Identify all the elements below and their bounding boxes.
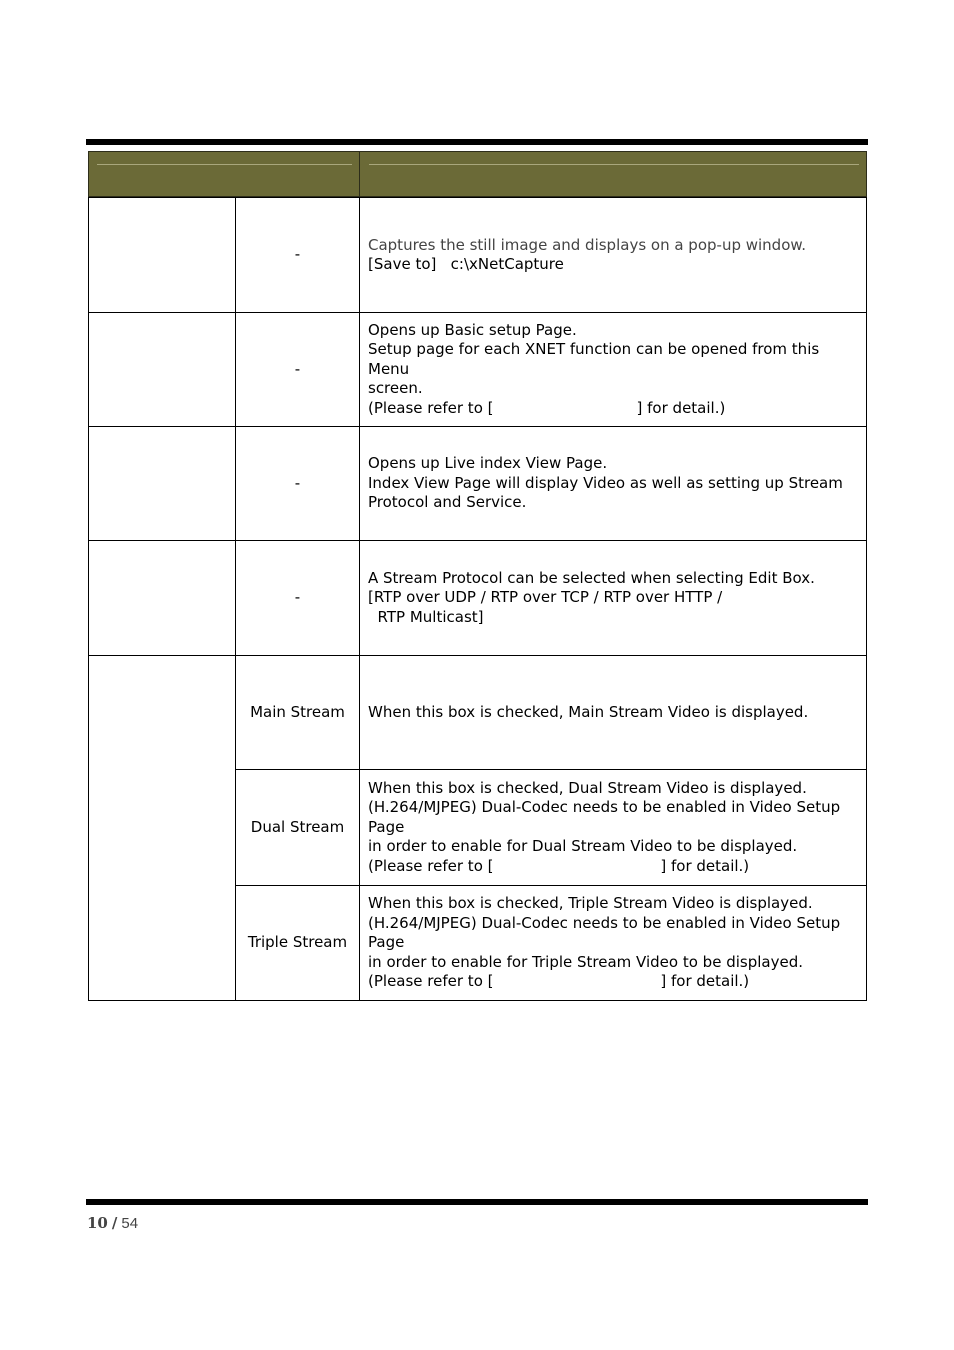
page-separator: / — [111, 1214, 118, 1232]
description-line: Protocol and Service. — [368, 493, 527, 512]
description-line: Setup page for each XNET function can be opened from this Menu — [368, 340, 824, 378]
header-column-divider — [359, 152, 360, 196]
description-line: Index View Page will display Video as well as setting up Stream — [368, 473, 843, 492]
table-cell-description — [359, 655, 867, 770]
table-cell-description — [359, 312, 867, 427]
sub-label: - — [294, 588, 301, 607]
description-line: [RTP over UDP / RTP over TCP / RTP over HTTP / — [368, 588, 723, 607]
table-cell-description — [359, 540, 867, 656]
description-line: (H.264/MJPEG) Dual-Codec needs to be enabled in Video Setup Page — [368, 798, 845, 836]
description-line: in order to enable for Dual Stream Video to be displayed. — [368, 837, 798, 856]
sub-label: - — [294, 473, 301, 492]
sub-label: - — [294, 245, 301, 264]
sub-label: Triple Stream — [247, 933, 348, 952]
sub-label: Dual Stream — [250, 817, 345, 836]
page-number — [87, 1214, 138, 1232]
table-cell-sub — [235, 197, 360, 313]
bottom-rule — [86, 1199, 868, 1205]
header-rule-left — [97, 164, 352, 165]
table-cell-sub — [235, 312, 360, 427]
table-cell-item — [88, 197, 236, 313]
description-line: (Please refer to [ ] for detail.) — [368, 398, 726, 417]
description-line: Opens up Basic setup Page. — [368, 320, 577, 339]
table-cell-sub — [235, 769, 360, 886]
table-cell-item — [88, 312, 236, 427]
description-line: in order to enable for Triple Stream Video to be displayed. — [368, 952, 803, 971]
function-table — [88, 197, 867, 1001]
description-line: When this box is checked, Triple Stream Video is displayed. — [368, 894, 813, 913]
description-line: (H.264/MJPEG) Dual-Codec needs to be enabled in Video Setup Page — [368, 913, 845, 952]
table-cell-item — [88, 426, 236, 541]
table-cell-sub — [235, 540, 360, 656]
sub-label: - — [294, 359, 301, 378]
total-pages: 54 — [121, 1215, 139, 1232]
description-line: When this box is checked, Main Stream Video is displayed. — [368, 702, 809, 721]
table-cell-sub — [235, 885, 360, 1001]
description-line: screen. — [368, 379, 423, 398]
table-header — [88, 151, 867, 197]
description-line: A Stream Protocol can be selected when selecting Edit Box. — [368, 568, 815, 587]
description-line: (Please refer to [ ] for detail.) — [368, 856, 750, 875]
description-line: (Please refer to [ ] for detail.) — [368, 972, 750, 991]
header-rule-right — [369, 164, 859, 165]
table-cell-description — [359, 426, 867, 541]
table-cell-item-merged — [88, 655, 236, 1001]
description-line: RTP Multicast] — [368, 607, 484, 626]
description-line: Captures the still image and displays on a pop-up window. — [368, 235, 807, 254]
table-cell-item — [88, 540, 236, 656]
table-cell-sub — [235, 426, 360, 541]
table-cell-description — [359, 885, 867, 1001]
table-cell-description — [359, 197, 867, 313]
description-line: When this box is checked, Dual Stream Video is displayed. — [368, 778, 807, 797]
description-line: Opens up Live index View Page. — [368, 454, 608, 473]
sub-label: Main Stream — [250, 702, 345, 721]
table-cell-description — [359, 769, 867, 886]
top-rule — [86, 139, 868, 145]
description-line: [Save to] c:\xNetCapture — [368, 255, 564, 273]
table-cell-sub — [235, 655, 360, 770]
current-page: 10 — [87, 1214, 108, 1232]
